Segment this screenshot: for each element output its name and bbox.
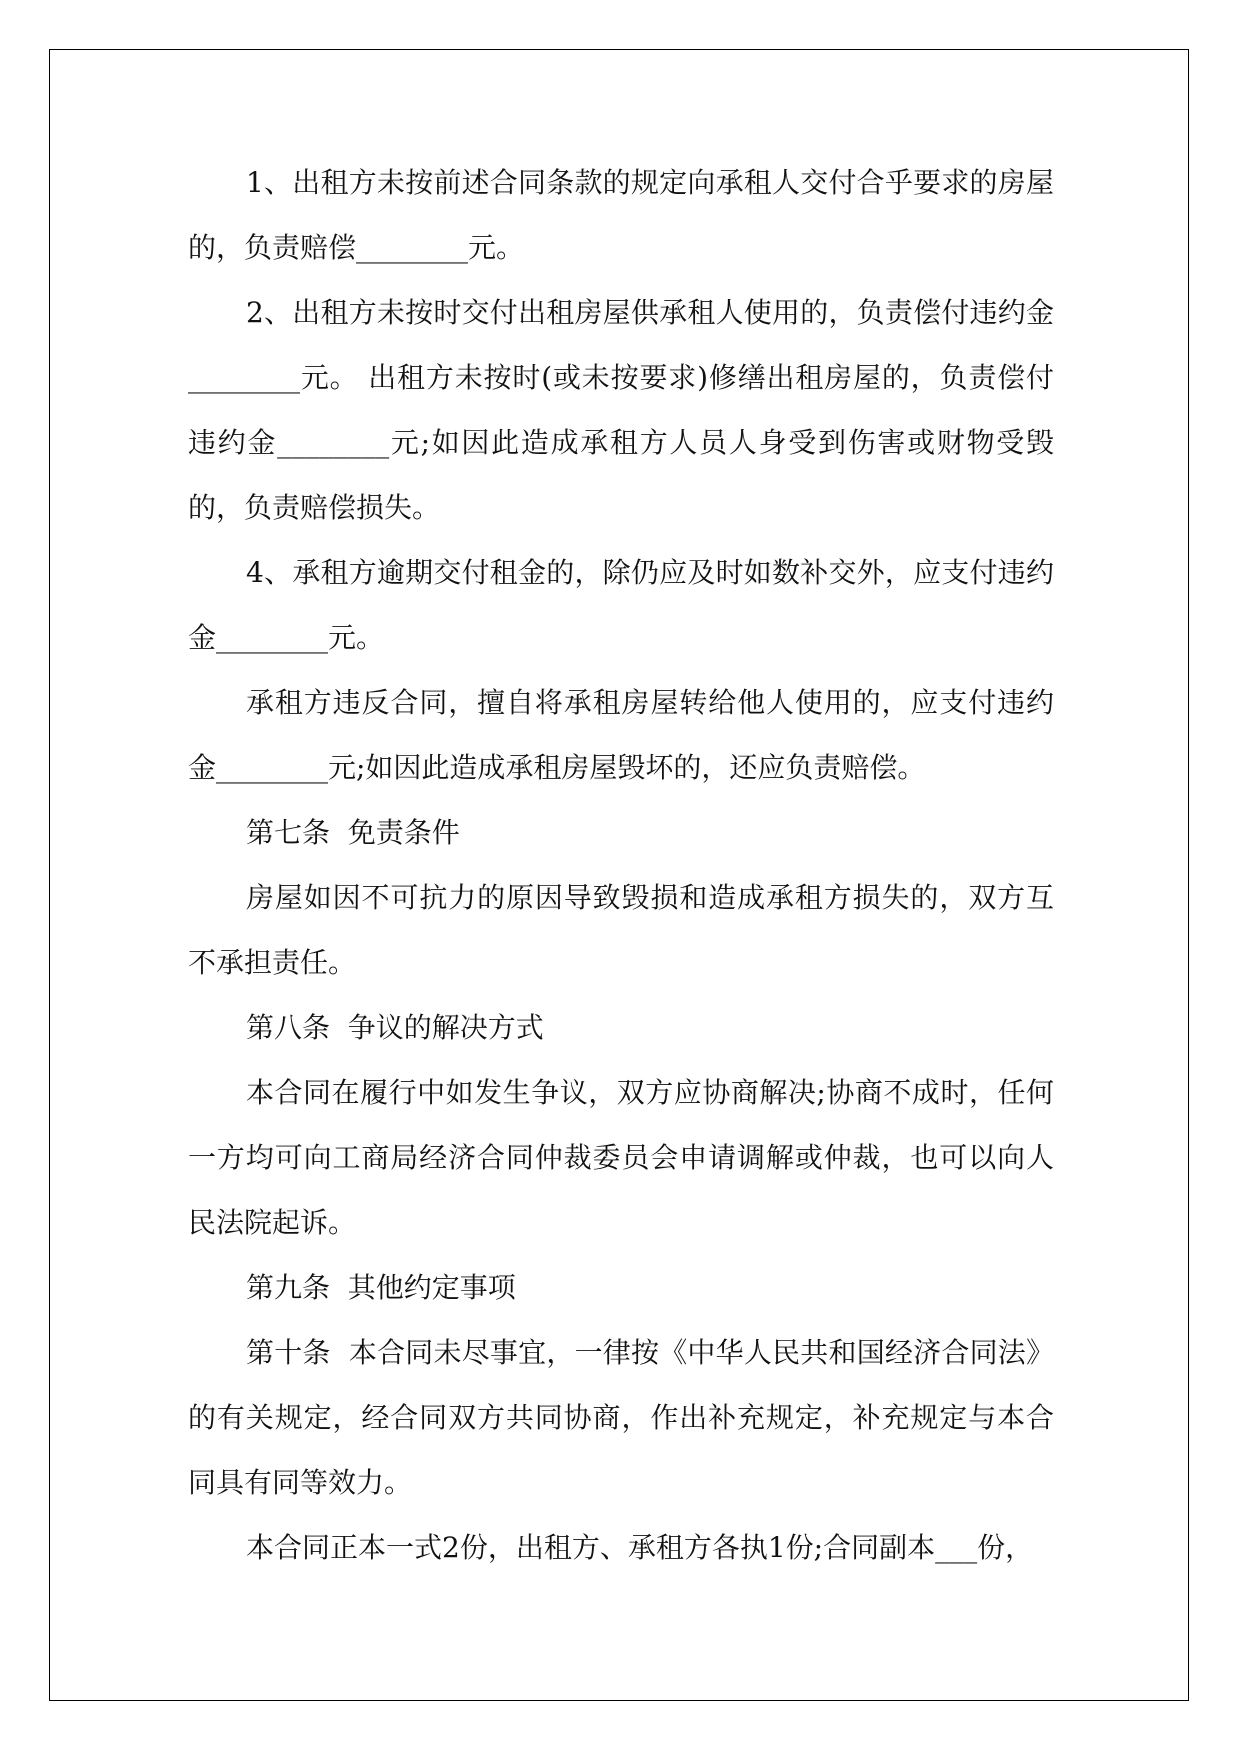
paragraph-dispute-resolution: 本合同在履行中如发生争议，双方应协商解决;协商不成时，任何一方均可向工商局经济合同仲裁委员会申请调解或仲裁，也可以向人民法院起诉。 — [188, 1076, 1054, 1239]
heading-article-8: 第八条 争议的解决方式 — [246, 1011, 544, 1044]
paragraph-copies: 本合同正本一式2份，出租方、承租方各执1份;合同副本___份， — [246, 1531, 1034, 1564]
heading-article-7: 第七条 免责条件 — [246, 816, 460, 849]
paragraph-tenant-late-rent: 4、承租方逾期交付租金的，除仍应及时如数补交外，应支付违约金________元。 — [188, 556, 1054, 654]
paragraph-force-majeure: 房屋如因不可抗力的原因导致毁损和造成承租方损失的，双方互不承担责任。 — [188, 881, 1054, 979]
paragraph-landlord-defective-delivery: 1、出租方未按前述合同条款的规定向承租人交付合乎要求的房屋的，负责赔偿________元。 — [188, 166, 1054, 264]
paragraph-article-10: 第十条 本合同未尽事宜，一律按《中华人民共和国经济合同法》的有关规定，经合同双方共同协商，作出补充规定，补充规定与本合同具有同等效力。 — [188, 1336, 1054, 1499]
paragraph-landlord-late-delivery: 2、出租方未按时交付出租房屋供承租人使用的，负责偿付违约金________元。 出租方未按时(或未按要求)修缮出租房屋的，负责偿付违约金________元;如因此造成承租方人员人身受到伤害或财物受毁的，负责赔偿损失。 — [188, 296, 1054, 524]
heading-article-9: 第九条 其他约定事项 — [246, 1271, 516, 1304]
paragraph-tenant-sublet: 承租方违反合同，擅自将承租房屋转给他人使用的，应支付违约金________元;如因此造成承租房屋毁坏的，还应负责赔偿。 — [188, 686, 1054, 784]
document-body — [188, 150, 1054, 1580]
